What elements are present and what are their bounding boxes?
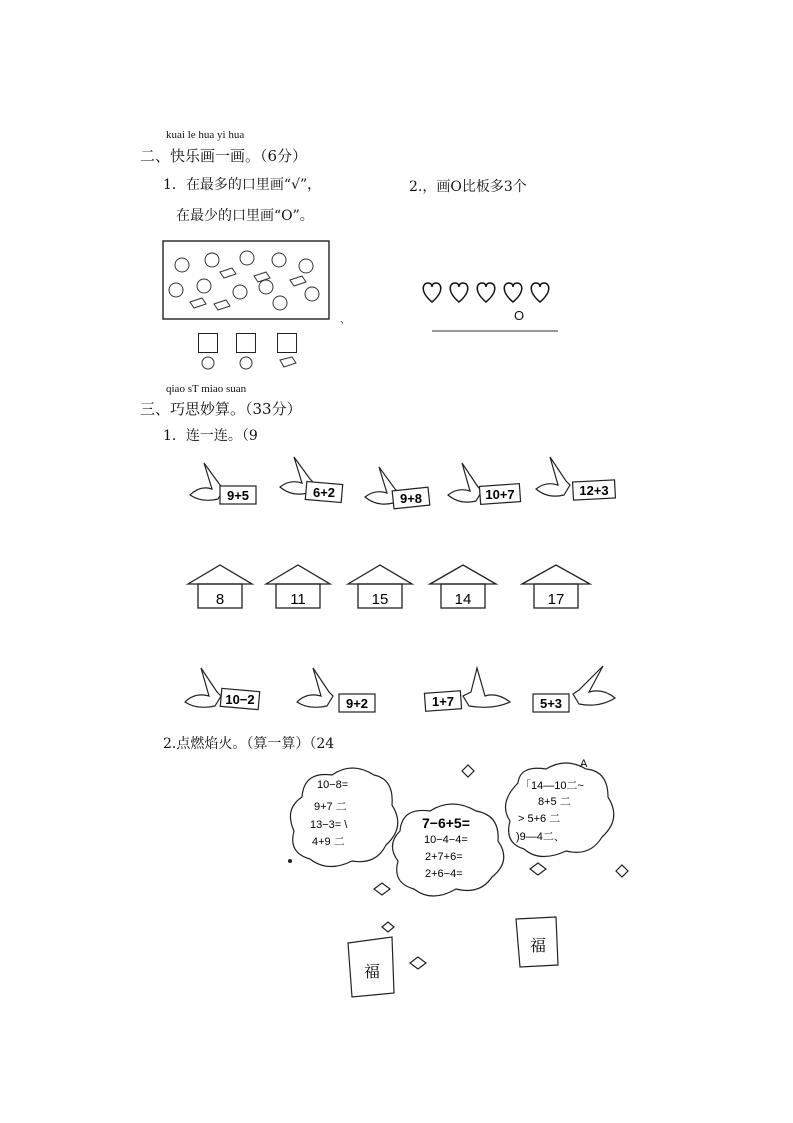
bird-tag-2: 6+2 <box>312 485 336 500</box>
cloud-left-line-3: 13−3= \ <box>310 819 348 831</box>
section2-pinyin: kuai le hua yi hua <box>166 129 245 141</box>
cloud-right-top: A <box>580 758 588 770</box>
cloud-left-line-2: 9+7 二 <box>314 801 347 813</box>
house-number-3: 15 <box>371 591 389 608</box>
cloud-right-line-2: 8+5 二 <box>538 796 571 808</box>
ink-dot <box>288 859 292 863</box>
bird-icon <box>536 457 570 496</box>
answer-box-3[interactable] <box>277 333 297 353</box>
bird-icon <box>185 668 221 707</box>
house-icon <box>430 565 496 584</box>
bird-icon <box>463 668 510 707</box>
bird-icon <box>573 666 615 705</box>
section3-q2: 2.点燃焰火。（算一算）（24 <box>163 736 335 752</box>
fish-icon <box>280 357 296 367</box>
section2-heading: 二、快乐画一画。（6分） <box>140 147 308 165</box>
bird-icon <box>190 463 224 500</box>
house-number-2: 11 <box>290 591 306 608</box>
section3-q1: 1．连一连。（9 <box>163 428 258 444</box>
heart-icon <box>477 283 495 302</box>
heart-icon <box>504 283 522 302</box>
spark-icon <box>616 865 628 877</box>
house-icon <box>188 565 252 584</box>
spark-icon <box>530 863 546 875</box>
answer-box-1[interactable] <box>198 333 218 353</box>
spark-icon <box>382 922 394 932</box>
bird-icon <box>448 463 482 502</box>
answer-box-2[interactable] <box>236 333 256 353</box>
tomato-icon <box>240 357 252 369</box>
spark-icon <box>410 957 426 969</box>
bird-tag-5: 12+3 <box>579 483 609 498</box>
section3-pinyin: qiao sT miao suan <box>166 383 247 395</box>
cloud-left-line-4: 4+9 二 <box>312 836 345 848</box>
fireworks-scene <box>282 757 642 1002</box>
section2-q1-line1: 1．在最多的口里画“√”， <box>163 177 322 193</box>
hearts-row <box>420 280 560 340</box>
section3-heading: 三、巧思妙算。（33分） <box>140 400 302 418</box>
section2-q1-line2: 在最少的口里画“O”。 <box>176 208 314 224</box>
box-labels <box>196 354 306 374</box>
bottom-bird-tag-2: 9+2 <box>345 696 369 711</box>
spark-icon <box>374 883 390 895</box>
circle-mark: O <box>514 308 525 323</box>
spark-icon <box>462 765 474 777</box>
cloud-middle-title: 7−6+5= <box>422 815 470 831</box>
house-icon <box>266 565 330 584</box>
house-number-4: 14 <box>454 591 472 608</box>
bird-tag-4: 10+7 <box>485 487 515 502</box>
top-birds <box>180 455 640 515</box>
bottom-bird-tag-1: 10−2 <box>225 692 255 707</box>
houses-row <box>180 562 600 612</box>
bird-tag-3: 9+8 <box>399 491 423 506</box>
firework-label-left: 福 <box>363 962 381 981</box>
cloud-left-line-1: 10−8= <box>317 779 349 791</box>
house-number-5: 17 <box>547 591 565 608</box>
bird-tag-1: 9+5 <box>226 488 250 503</box>
fish-icon <box>190 268 306 310</box>
cloud-right-line-4: )9—4二、 <box>516 831 565 843</box>
house-icon <box>522 565 590 584</box>
firework-label-right: 福 <box>529 936 547 955</box>
cloud-right-line-1: 「14—10二~ <box>520 780 584 792</box>
cloud-right-line-3: > 5+6 二 <box>518 813 561 825</box>
bottom-bird-tag-4: 5+3 <box>539 696 563 711</box>
house-number-1: 8 <box>215 591 225 608</box>
heart-icon <box>450 283 468 302</box>
heart-icon <box>423 283 441 302</box>
tomato-icon <box>202 357 214 369</box>
cloud-middle-line-2: 2+7+6= <box>425 851 463 863</box>
stray-mark: 、 <box>340 315 350 326</box>
house-icon <box>348 565 412 584</box>
section2-q2: 2.，画O比板多3个 <box>409 179 527 195</box>
fruit-picture-box <box>162 240 332 322</box>
cloud-middle-line-3: 2+6−4= <box>425 868 463 880</box>
bird-icon <box>297 668 333 707</box>
bottom-bird-tag-3: 1+7 <box>431 694 455 709</box>
heart-icon <box>531 283 549 302</box>
cloud-middle-line-1: 10−4−4= <box>424 834 468 846</box>
bottom-birds <box>175 662 620 720</box>
